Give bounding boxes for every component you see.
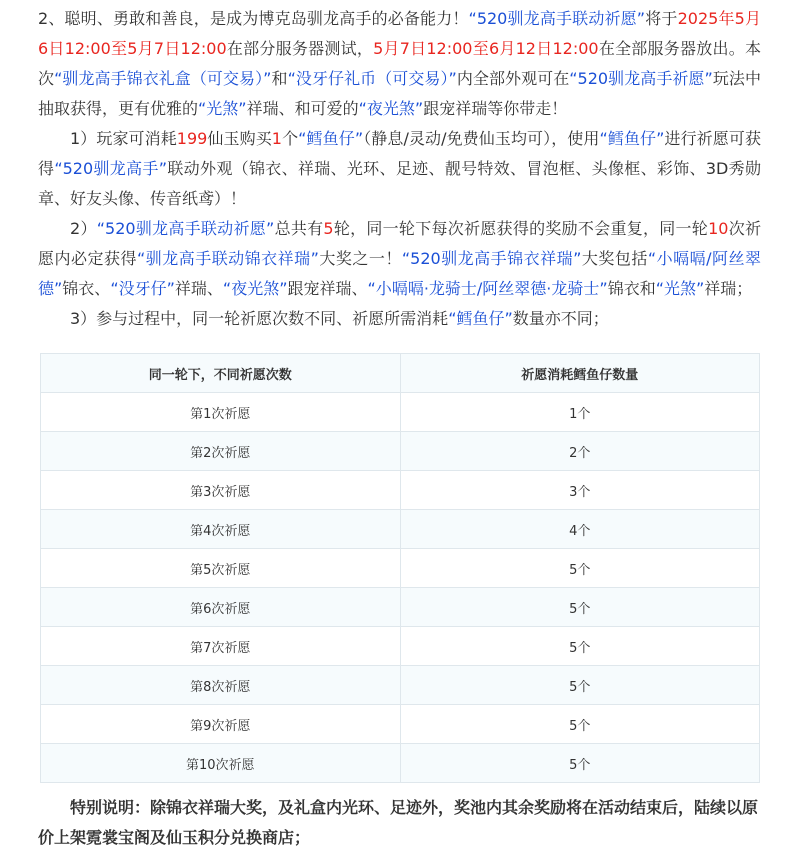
- text-run: 内全部外观可在: [456, 69, 570, 88]
- table-row: [41, 627, 760, 666]
- text-run: 联动外观（锦衣、祥瑞、光环、足迹、靓号特效、冒泡框、头像框、彩饰、3D秀勋章、好友头像、传音纸鸢）！: [38, 159, 761, 208]
- cost-table-wrapper: [40, 353, 760, 783]
- highlight-term: “没牙仔”: [110, 279, 175, 298]
- text-run: 次祈愿内必定获得: [38, 219, 761, 268]
- text-run: 在部分服务器测试，: [226, 39, 374, 58]
- header-cost: 祈愿消耗鳕鱼仔数量: [400, 354, 760, 393]
- highlight-term: “夜光煞”: [358, 99, 424, 118]
- cell-draw-count: 第7次祈愿: [41, 627, 401, 666]
- highlight-number: 5月7日12:00至6月12日12:00: [373, 39, 599, 58]
- highlight-number: 199: [176, 129, 208, 148]
- text-run: 总共有: [274, 219, 324, 238]
- cell-draw-count: 第3次祈愿: [41, 471, 401, 510]
- cell-draw-count: 第9次祈愿: [41, 705, 401, 744]
- highlight-number: 2025年5月6日12:00至5月7日12:00: [38, 9, 761, 58]
- table-row: [41, 510, 760, 549]
- table-row: [41, 705, 760, 744]
- cell-draw-count: 第8次祈愿: [41, 666, 401, 705]
- cell-draw-count: 第5次祈愿: [41, 549, 401, 588]
- table-row: [41, 666, 760, 705]
- highlight-term: “鳕鱼仔”: [599, 129, 665, 148]
- cell-cost: 5个: [400, 627, 760, 666]
- text-run: 2）: [70, 219, 97, 238]
- text-run: 仙玉购买: [207, 129, 272, 148]
- text-run: 锦衣和: [607, 279, 656, 298]
- cell-cost: 4个: [400, 510, 760, 549]
- table-row: [41, 744, 760, 783]
- text-run: 祥瑞、: [174, 279, 223, 298]
- highlight-term: “520驯龙高手”: [54, 159, 168, 178]
- text-run: 进行祈愿可获得: [38, 129, 761, 178]
- text-run: （静息/灵动/免费仙玉均可），使用: [363, 129, 600, 148]
- header-draw-count: 同一轮下，不同祈愿次数: [41, 354, 401, 393]
- cost-table: [40, 353, 760, 783]
- highlight-term: “小嗝嗝/阿丝翠德”: [38, 249, 761, 298]
- highlight-term: “520驯龙高手联动祈愿”: [96, 219, 275, 238]
- text-run: 将于: [645, 9, 678, 28]
- cell-cost: 5个: [400, 588, 760, 627]
- table-row: [41, 471, 760, 510]
- table-body: [41, 393, 760, 783]
- highlight-term: “驯龙高手联动锦衣祥瑞”: [136, 249, 319, 268]
- highlight-number: 1: [271, 129, 282, 148]
- cell-cost: 5个: [400, 666, 760, 705]
- highlight-term: “光煞”: [655, 279, 705, 298]
- text-run: 3）参与过程中，同一轮祈愿次数不同、祈愿所需消耗: [70, 309, 449, 328]
- text-run: 祥瑞；: [704, 279, 753, 298]
- highlight-term: “光煞”: [198, 99, 247, 118]
- text-run: 跟宠祥瑞、: [287, 279, 368, 298]
- text-run: 个: [281, 129, 299, 148]
- text-run: 2、聪明、勇敢和善良，是成为博克岛驯龙高手的必备能力！: [38, 9, 469, 28]
- highlight-term: “520驯龙高手联动祈愿”: [468, 9, 646, 28]
- text-run: 和: [271, 69, 288, 88]
- cell-draw-count: 第6次祈愿: [41, 588, 401, 627]
- cell-cost: 5个: [400, 744, 760, 783]
- text-run: 跟宠祥瑞等你带走！: [423, 99, 568, 118]
- paragraph-rule-3: [38, 304, 761, 334]
- table-row: [41, 432, 760, 471]
- cell-cost: 1个: [400, 393, 760, 432]
- highlight-number: 5: [323, 219, 334, 238]
- text-run: 锦衣、: [62, 279, 111, 298]
- highlight-term: “没牙仔礼币（可交易）”: [287, 69, 457, 88]
- highlight-term: “夜光煞”: [222, 279, 288, 298]
- paragraph-intro: [38, 4, 761, 124]
- table-header-row: [41, 354, 760, 393]
- table-row: [41, 549, 760, 588]
- highlight-term: “鳕鱼仔”: [448, 309, 513, 328]
- highlight-term: “鳕鱼仔”: [298, 129, 364, 148]
- highlight-number: 10: [708, 219, 729, 238]
- cell-cost: 5个: [400, 549, 760, 588]
- cell-draw-count: 第10次祈愿: [41, 744, 401, 783]
- text-run: 1）玩家可消耗: [70, 129, 177, 148]
- text-run: 轮，同一轮下每次祈愿获得的奖励不会重复，同一轮: [333, 219, 709, 238]
- text-run: 在全部服务器放出。本次: [38, 39, 761, 88]
- table-row: [41, 393, 760, 432]
- paragraph-rule-2: [38, 214, 761, 304]
- cell-draw-count: 第2次祈愿: [41, 432, 401, 471]
- text-run: 大奖之一！: [318, 249, 402, 268]
- highlight-term: “520驯龙高手锦衣祥瑞”: [401, 249, 582, 268]
- cell-cost: 2个: [400, 432, 760, 471]
- text-run: 数量亦不同；: [512, 309, 609, 328]
- text-run: 大奖包括: [581, 249, 648, 268]
- cell-cost: 5个: [400, 705, 760, 744]
- cell-cost: 3个: [400, 471, 760, 510]
- text-run: 玩法中抽取获得，更有优雅的: [38, 69, 761, 118]
- cell-draw-count: 第1次祈愿: [41, 393, 401, 432]
- cell-draw-count: 第4次祈愿: [41, 510, 401, 549]
- highlight-term: “520驯龙高手祈愿”: [569, 69, 713, 88]
- highlight-term: “小嗝嗝·龙骑士/阿丝翠德·龙骑士”: [367, 279, 608, 298]
- text-run: 祥瑞、和可爱的: [246, 99, 359, 118]
- special-note: 特别说明：除锦衣祥瑞大奖，及礼盒内光环、足迹外，奖池内其余奖励将在活动结束后，陆续以原价上架霓裳宝阁及仙玉积分兑换商店；: [38, 798, 759, 847]
- table-row: [41, 588, 760, 627]
- highlight-term: “驯龙高手锦衣礼盒（可交易）”: [54, 69, 272, 88]
- paragraph-rule-1: [38, 124, 761, 214]
